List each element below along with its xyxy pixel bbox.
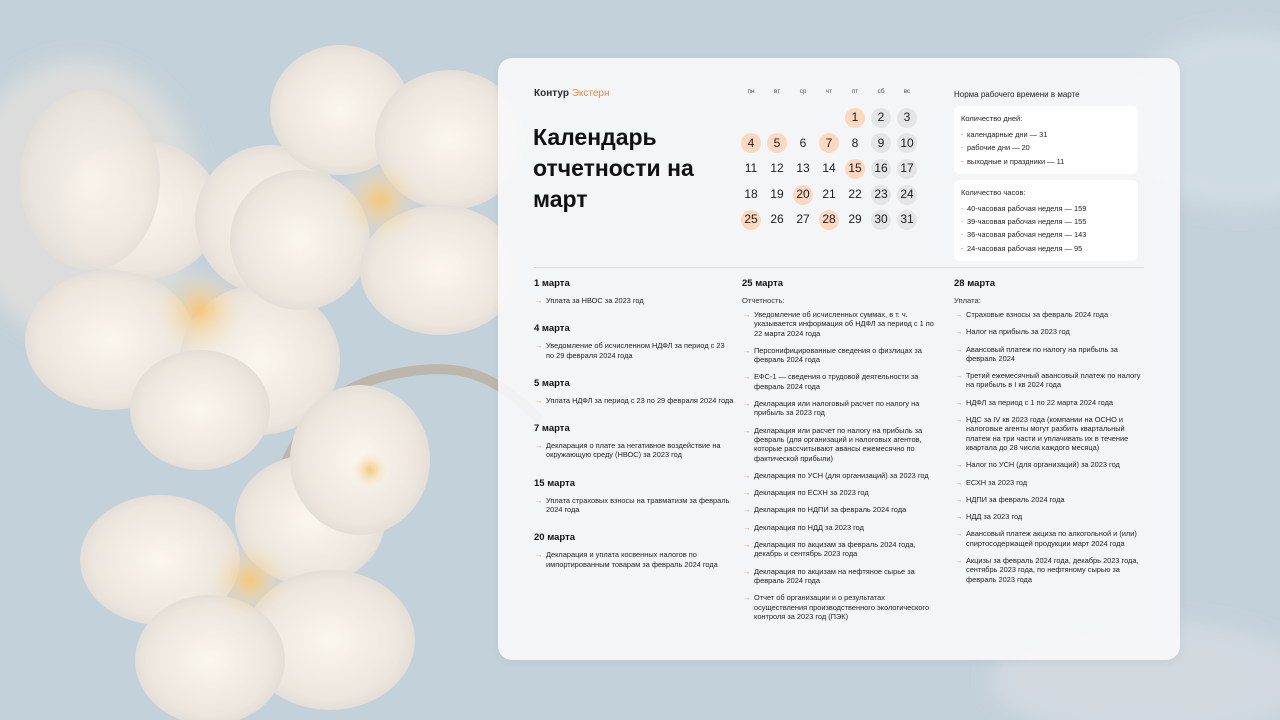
deadline-item [742,540,940,559]
day-number: 4 [747,135,755,150]
deadline-text: Декларация или налоговый расчет по налогу на прибыль за 2023 год [754,399,920,418]
day-number: 25 [744,212,758,227]
calendar-day [868,131,894,157]
deadline-section [534,532,734,569]
divider [534,267,1144,268]
hours-count-box [954,180,1138,261]
arrow-icon: → [955,460,963,470]
deadline-item [954,495,1144,504]
day-number: 1 [851,110,859,124]
deadline-item [742,471,940,480]
deadline-date: 4 марта [534,323,570,335]
arrow-icon: → [535,495,543,505]
day-number: 12 [770,161,784,176]
calendar-day [842,131,868,157]
day-number: 7 [825,135,833,150]
days-count-box [954,106,1138,174]
calendar-day [816,156,842,182]
calendar-day [842,105,868,131]
deadline-text: Декларация по ЕСХН за 2023 год [754,488,869,498]
deadline-text: Акцизы за февраль 2024 года, декабрь 2023 года, сентябрь 2023 года, по нефтяному сырью за февраль 2023 года [966,556,1139,584]
deadline-section [534,478,734,515]
day-number: 27 [796,212,810,227]
deadline-item [742,346,940,365]
deadline-item [742,372,940,391]
deadline-item [534,341,734,360]
deadline-text: Третий ежемесячный авансовый платеж по налогу на прибыль в I кв 2024 года [966,371,1141,390]
day-number: 22 [848,186,862,201]
norms-title: Норма рабочего времени в марте [954,90,1080,99]
deadlines-column-2 [742,278,940,629]
deadline-item [954,529,1144,548]
arrow-icon: → [955,397,963,407]
deadline-text: Налог по УСН (для организаций) за 2023 год [966,460,1120,470]
deadlines-column-1 [534,278,734,587]
weekday-label: пн [747,88,755,95]
working-time-norms [954,90,1138,267]
deadline-text: НДС за IV кв 2023 года (компании на ОСНО и налоговые агенты могут разбить квартальный платеж на три части и уплачивать их в течение квартала до 28 числа каждого месяца) [966,415,1129,452]
deadline-item [534,496,734,515]
weekday-label: сб [877,88,885,95]
deadline-text: НДФЛ за период с 1 по 22 марта 2024 года [966,397,1114,407]
deadline-section [534,323,734,360]
deadline-item [742,593,940,621]
day-number: 29 [848,212,862,227]
day-number: 18 [744,186,758,201]
deadline-date: 28 марта [954,278,996,289]
kontur-logo [534,88,610,99]
calendar-day [738,207,764,233]
day-number: 15 [848,161,862,176]
deadline-item [534,441,734,460]
calendar-day [816,131,842,157]
deadline-date: 25 марта [742,278,784,289]
arrow-icon: → [743,488,751,498]
deadline-subhead: Уплата: [954,296,981,305]
hours-count-item: · 24-часовая рабочая неделя — 95 [961,242,1131,255]
calendar-day [738,182,764,208]
calendar-day [894,156,920,182]
deadline-item [954,371,1144,390]
deadline-item [534,296,734,305]
weekday-label: вт [773,88,781,95]
arrow-icon: → [955,556,963,566]
deadline-item [742,523,940,532]
deadline-text: Декларация по акцизам на нефтяное сырье за февраль 2024 года [754,566,915,585]
deadline-item [742,505,940,514]
deadline-item [954,556,1144,584]
deadline-text: Уплата НДФЛ за период с 23 по 29 февраля 2024 года [546,395,734,405]
deadline-date: 15 марта [534,477,576,489]
day-number: 23 [874,186,888,201]
day-number: 26 [770,212,784,227]
arrow-icon: → [743,399,751,409]
arrow-icon: → [743,566,751,576]
deadline-item [954,310,1144,319]
page-title: Календарь отчетности на март [533,124,694,212]
calendar-day [738,156,764,182]
deadline-section [534,278,734,305]
calendar-day [816,207,842,233]
deadline-text: Декларация по УСН (для организаций) за 2023 год [754,470,929,480]
day-number: 16 [874,161,888,176]
deadline-text: Уведомление об исчисленном НДФЛ за период с 23 по 29 февраля 2024 года [546,341,725,360]
calendar-day [894,182,920,208]
arrow-icon: → [743,425,751,435]
hours-count-list [961,202,1131,255]
arrow-icon: → [955,494,963,504]
day-number: 6 [799,135,807,150]
day-number: 20 [796,186,810,201]
calendar-day [764,207,790,233]
day-number: 19 [770,186,784,201]
calendar-blank [790,105,816,131]
hours-count-heading: Количество часов: [961,187,1026,197]
deadline-text: Авансовый платеж по налогу на прибыль за февраль 2024 [966,344,1118,363]
day-number: 14 [822,161,836,176]
deadline-item [954,327,1144,336]
calendar-day [868,156,894,182]
day-number: 24 [900,186,914,201]
deadline-text: НДПИ за февраль 2024 года [966,494,1065,504]
arrow-icon: → [955,529,963,539]
day-number: 31 [900,212,914,227]
deadline-date: 20 марта [534,532,576,544]
days-count-item: · календарные дни — 31 [961,128,1131,141]
deadline-item [534,396,734,405]
calendar-day [790,156,816,182]
deadline-text: Декларация по НДПИ за февраль 2024 года [754,505,907,515]
calendar-day [764,156,790,182]
calendar-day [790,131,816,157]
arrow-icon: → [743,593,751,603]
deadline-text: Уплата за НВОС за 2023 год [546,296,644,305]
calendar-day [764,182,790,208]
weekday-label: вс [903,88,911,95]
day-number: 2 [877,110,885,124]
days-count-heading: Количество дней: [961,114,1023,123]
day-number: 28 [822,212,836,227]
arrow-icon: → [743,372,751,382]
deadline-item [954,398,1144,407]
arrow-icon: → [535,341,543,351]
weekday-label: ср [799,88,807,95]
deadline-text: Декларация о плате за негативное воздействие на окружающую среду (НВОС) за 2023 год [546,441,721,460]
deadline-text: Авансовый платеж акциза по алкогольной и (или) спиртосодержащей продукции март 2024 года [966,529,1137,548]
logo-brand: Контур [534,88,569,99]
calendar-day [790,182,816,208]
weekday-label: чт [825,88,833,95]
calendar-day [790,207,816,233]
days-count-item: · рабочие дни — 20 [961,141,1131,154]
calendar-blank [764,105,790,131]
arrow-icon: → [535,441,543,451]
days-count-item: · выходные и праздники — 11 [961,155,1131,168]
arrow-icon: → [743,310,751,319]
month-calendar [738,88,928,233]
deadline-text: Декларация или расчет по налогу на прибыль за февраль (для организаций и налоговых агентов, которые рассчитывают авансы ежемесячно по фактической прибыли) [754,425,923,463]
arrow-icon: → [743,540,751,550]
deadline-item [954,512,1144,521]
calendar-day [764,131,790,157]
calendar-day [894,105,920,131]
arrow-icon: → [743,505,751,515]
deadline-subhead: Отчетность: [742,296,785,305]
arrow-icon: → [955,415,963,425]
day-number: 30 [874,212,888,227]
weekday-header [738,88,928,102]
calendar-day [894,207,920,233]
day-number: 21 [822,186,836,201]
calendar-day [868,105,894,131]
calendar-day [842,182,868,208]
calendar-blank [738,105,764,131]
deadline-date: 1 марта [534,278,570,289]
deadline-item [954,460,1144,469]
day-number: 8 [851,135,859,150]
calendar-days [738,105,928,233]
arrow-icon: → [743,522,751,532]
deadline-item [742,567,940,586]
deadline-text: Уведомление об исчисленных суммах, в т. ч. указывается информация об НДФЛ за период с 1 по 22 марта 2024 года [754,310,934,338]
day-number: 17 [900,161,914,176]
deadline-text: Декларация по НДД за 2023 год [754,522,864,532]
weekday-label: пт [851,88,859,95]
day-number: 13 [796,161,810,176]
calendar-day [894,131,920,157]
arrow-icon: → [535,395,543,405]
calendar-day [842,207,868,233]
deadline-item [742,399,940,418]
calendar-day [868,182,894,208]
day-number: 11 [744,161,758,176]
deadline-text: Уплата страховых взносы на травматизм за февраль 2024 года [546,495,730,515]
day-number: 3 [903,110,911,124]
calendar-card [498,58,1180,660]
calendar-day [842,156,868,182]
deadline-text: НДД за 2023 год [966,512,1023,522]
deadline-text: Отчет об организации и о результатах осуществления производственного экологического контроля за 2023 год (ПЭК) [754,593,930,621]
arrow-icon: → [955,327,963,337]
arrow-icon: → [955,371,963,381]
deadline-text: Декларация по акцизам за февраль 2024 года, декабрь и сентябрь 2023 года [754,540,916,559]
deadline-item [954,415,1144,452]
deadline-date: 7 марта [534,423,570,435]
arrow-icon: → [743,470,751,480]
deadline-section [534,423,734,460]
hours-count-item: · 39-часовая рабочая неделя — 155 [961,215,1131,228]
deadline-text: ЕФС-1 — сведения о трудовой деятельности за февраль 2024 года [754,372,919,391]
deadline-item [742,310,940,338]
arrow-icon: → [955,477,963,487]
calendar-day [738,131,764,157]
day-number: 9 [877,135,885,150]
logo-product: Экстерн [571,88,610,99]
deadline-item [742,426,940,463]
deadline-text: Персонифицированные сведения о физлицах за февраль 2024 года [754,345,922,365]
arrow-icon: → [955,310,963,319]
arrow-icon: → [955,344,963,354]
hours-count-item: · 40-часовая рабочая неделя — 159 [961,202,1131,215]
arrow-icon: → [955,512,963,522]
calendar-day [816,182,842,208]
hours-count-item: · 36-часовая рабочая неделя — 143 [961,228,1131,241]
calendar-blank [816,105,842,131]
deadline-item [954,345,1144,364]
deadline-date: 5 марта [534,377,570,389]
deadlines-column-3 [954,278,1144,592]
deadline-text: Страховые взносы за февраль 2024 года [966,310,1109,319]
deadline-item [954,478,1144,487]
calendar-day [868,207,894,233]
deadline-text: Декларация и уплата косвенных налогов по импортированным товарам за февраль 2024 года [546,550,718,569]
deadline-text: Налог на прибыль за 2023 год [966,327,1070,337]
deadline-section [534,378,734,405]
arrow-icon: → [535,550,543,560]
days-count-list [961,128,1131,168]
deadline-item [534,550,734,569]
arrow-icon: → [535,296,543,305]
day-number: 5 [773,135,781,150]
deadline-item [742,488,940,497]
deadline-text: ЕСХН за 2023 год [966,477,1028,487]
arrow-icon: → [743,345,751,355]
day-number: 10 [900,135,914,150]
